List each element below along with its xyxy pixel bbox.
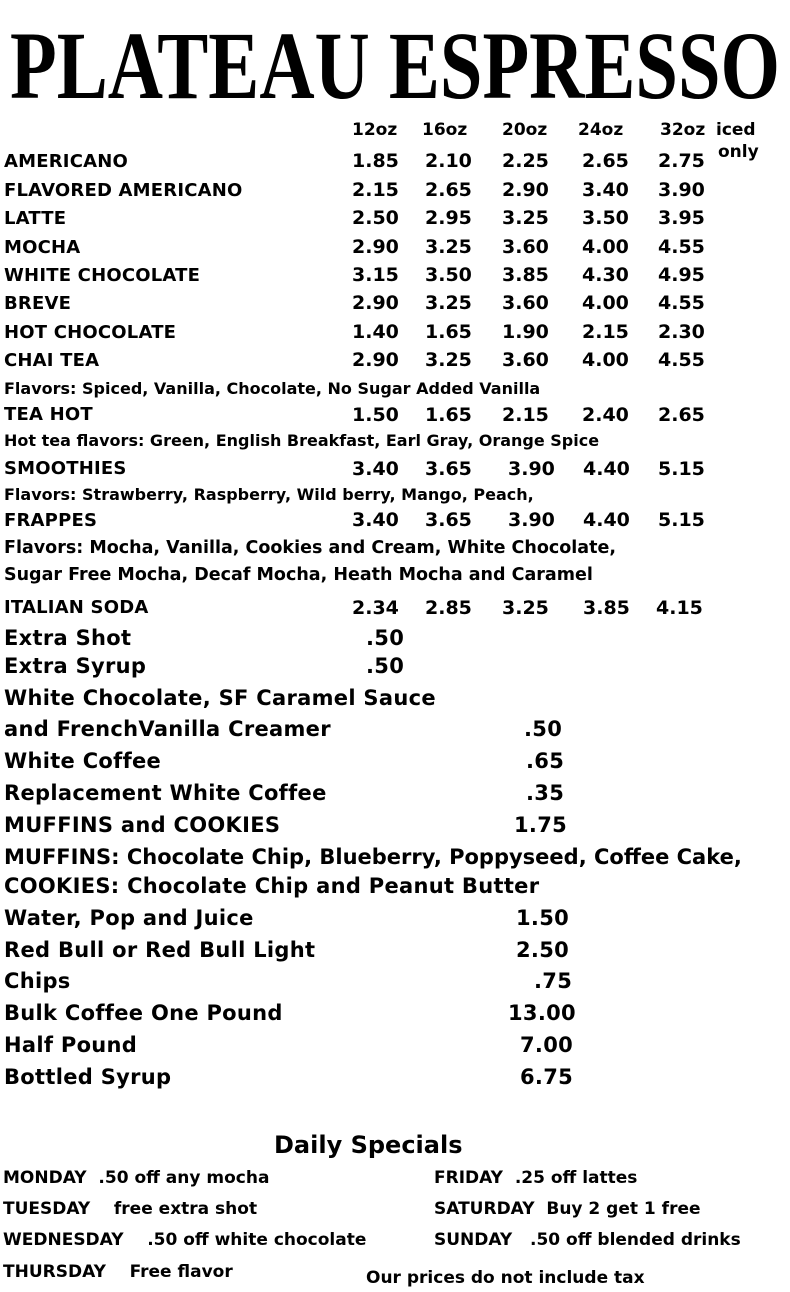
drink-price: 2.10 bbox=[425, 150, 472, 172]
drink-price: 3.50 bbox=[582, 207, 629, 229]
drink-price: 3.40 bbox=[582, 179, 629, 201]
drink-price: 2.90 bbox=[502, 179, 549, 201]
smoothies-price: 5.15 bbox=[658, 458, 705, 480]
drink-name: AMERICANO bbox=[4, 151, 129, 172]
menu-item-price: 1.75 bbox=[514, 813, 568, 837]
drink-price: 4.00 bbox=[582, 292, 629, 314]
menu-item-name: Half Pound bbox=[4, 1033, 138, 1057]
drink-name: MOCHA bbox=[4, 237, 81, 258]
drink-price: 3.85 bbox=[502, 264, 549, 286]
special-friday bbox=[434, 1170, 637, 1187]
drink-price: 3.25 bbox=[502, 207, 549, 229]
drink-name: LATTE bbox=[4, 208, 67, 229]
special-day: SATURDAY bbox=[434, 1199, 535, 1219]
special-deal: Buy 2 get 1 free bbox=[546, 1199, 701, 1219]
size-32oz: 32oz bbox=[660, 120, 706, 140]
menu-item-price: 2.50 bbox=[516, 938, 570, 962]
size-note-only: only bbox=[718, 142, 759, 162]
drink-price: 4.95 bbox=[658, 264, 705, 286]
menu-item-name: Water, Pop and Juice bbox=[4, 906, 254, 930]
muffins-flavors: MUFFINS: Chocolate Chip, Blueberry, Poppyseed, Coffee Cake, bbox=[4, 845, 742, 869]
italian-soda-price: 4.15 bbox=[656, 597, 703, 619]
special-day: WEDNESDAY bbox=[3, 1230, 124, 1250]
frappes-name: FRAPPES bbox=[4, 510, 98, 531]
menu-item-name: MUFFINS and COOKIES bbox=[4, 813, 281, 837]
menu-item-price: .50 bbox=[524, 717, 563, 741]
frappes-price: 3.90 bbox=[508, 509, 555, 531]
smoothies-price: 3.65 bbox=[425, 458, 472, 480]
drink-price: 3.25 bbox=[425, 236, 472, 258]
menu-item-name: Red Bull or Red Bull Light bbox=[4, 938, 316, 962]
smoothies-name: SMOOTHIES bbox=[4, 458, 127, 479]
special-saturday bbox=[434, 1201, 701, 1218]
drink-name: HOT CHOCOLATE bbox=[4, 322, 177, 343]
drink-price: 3.25 bbox=[425, 349, 472, 371]
special-tuesday bbox=[3, 1201, 257, 1218]
drink-price: 3.60 bbox=[502, 236, 549, 258]
drink-price: 1.65 bbox=[425, 321, 472, 343]
special-day: MONDAY bbox=[3, 1168, 87, 1188]
drink-price: 2.65 bbox=[582, 150, 629, 172]
frappes-price: 4.40 bbox=[583, 509, 630, 531]
creamer-line: White Chocolate, SF Caramel Sauce bbox=[4, 686, 436, 710]
special-sunday bbox=[434, 1232, 741, 1249]
drink-price: 2.75 bbox=[658, 150, 705, 172]
special-wednesday bbox=[3, 1232, 366, 1249]
menu-item-name: and FrenchVanilla Creamer bbox=[4, 717, 331, 741]
special-deal: .50 off white chocolate bbox=[147, 1230, 367, 1250]
size-24oz: 24oz bbox=[578, 120, 624, 140]
menu-item-price: .75 bbox=[534, 969, 573, 993]
drink-price: 2.15 bbox=[582, 321, 629, 343]
menu-item-price: 7.00 bbox=[520, 1033, 574, 1057]
drink-price: 2.25 bbox=[502, 150, 549, 172]
special-thursday bbox=[3, 1264, 233, 1281]
frappes-price: 5.15 bbox=[658, 509, 705, 531]
title-art bbox=[0, 0, 790, 120]
drink-price: 3.60 bbox=[502, 292, 549, 314]
special-monday bbox=[3, 1170, 269, 1187]
special-day: TUESDAY bbox=[3, 1199, 91, 1219]
special-day: FRIDAY bbox=[434, 1168, 503, 1188]
size-16oz: 16oz bbox=[422, 120, 468, 140]
drink-price: 4.00 bbox=[582, 236, 629, 258]
drink-name: FLAVORED AMERICANO bbox=[4, 180, 243, 201]
special-deal: .50 off any mocha bbox=[98, 1168, 270, 1188]
drink-price: 3.90 bbox=[658, 179, 705, 201]
size-20oz: 20oz bbox=[502, 120, 548, 140]
italian-soda-price: 3.85 bbox=[583, 597, 630, 619]
italian-soda-price: 2.34 bbox=[352, 597, 399, 619]
menu-item-price: 13.00 bbox=[508, 1001, 576, 1025]
drink-price: 2.90 bbox=[352, 292, 399, 314]
drink-price: 1.90 bbox=[502, 321, 549, 343]
specials-title: Daily Specials bbox=[274, 1131, 463, 1159]
drink-name: CHAI TEA bbox=[4, 350, 100, 371]
tea-flavors: Hot tea flavors: Green, English Breakfast, Earl Gray, Orange Spice bbox=[4, 431, 600, 450]
tea-hot-price: 2.15 bbox=[502, 404, 549, 426]
special-day: SUNDAY bbox=[434, 1230, 513, 1250]
extra-syrup-name: Extra Syrup bbox=[4, 654, 147, 678]
menu-item-price: 1.50 bbox=[516, 906, 570, 930]
extra-shot-name: Extra Shot bbox=[4, 626, 132, 650]
frappes-price: 3.65 bbox=[425, 509, 472, 531]
smoothies-price: 3.40 bbox=[352, 458, 399, 480]
drink-price: 1.40 bbox=[352, 321, 399, 343]
title-text: PLATEAU ESPRESSO bbox=[10, 12, 780, 119]
drink-price: 1.85 bbox=[352, 150, 399, 172]
drink-price: 3.95 bbox=[658, 207, 705, 229]
smoothies-price: 3.90 bbox=[508, 458, 555, 480]
chai-flavors: Flavors: Spiced, Vanilla, Chocolate, No Sugar Added Vanilla bbox=[4, 379, 541, 398]
drink-price: 2.65 bbox=[425, 179, 472, 201]
cookies-flavors: COOKIES: Chocolate Chip and Peanut Butter bbox=[4, 874, 540, 898]
special-deal: .25 off lattes bbox=[514, 1168, 638, 1188]
size-note-iced: iced bbox=[716, 120, 756, 140]
drink-price: 2.90 bbox=[352, 236, 399, 258]
drink-price: 4.55 bbox=[658, 349, 705, 371]
drink-name: WHITE CHOCOLATE bbox=[4, 265, 201, 286]
tax-note: Our prices do not include tax bbox=[366, 1268, 645, 1288]
frappe-flavors-1: Flavors: Mocha, Vanilla, Cookies and Cream, White Chocolate, bbox=[4, 538, 616, 558]
tea-hot-price: 1.50 bbox=[352, 404, 399, 426]
drink-price: 4.55 bbox=[658, 292, 705, 314]
tea-hot-name: TEA HOT bbox=[4, 404, 93, 425]
size-12oz: 12oz bbox=[352, 120, 398, 140]
drink-price: 2.30 bbox=[658, 321, 705, 343]
menu-item-price: .65 bbox=[526, 749, 565, 773]
drink-price: 4.30 bbox=[582, 264, 629, 286]
drink-price: 2.90 bbox=[352, 349, 399, 371]
drink-price: 4.00 bbox=[582, 349, 629, 371]
special-deal: free extra shot bbox=[113, 1199, 258, 1219]
menu-item-name: Bulk Coffee One Pound bbox=[4, 1001, 283, 1025]
menu-item-name: Chips bbox=[4, 969, 71, 993]
menu-item-price: 6.75 bbox=[520, 1065, 574, 1089]
drink-price: 2.15 bbox=[352, 179, 399, 201]
tea-hot-price: 1.65 bbox=[425, 404, 472, 426]
drink-price: 3.60 bbox=[502, 349, 549, 371]
smoothie-flavors: Flavors: Strawberry, Raspberry, Wild berry, Mango, Peach, bbox=[4, 485, 534, 504]
drink-price: 2.95 bbox=[425, 207, 472, 229]
drink-price: 3.50 bbox=[425, 264, 472, 286]
drink-price: 2.50 bbox=[352, 207, 399, 229]
frappe-flavors-2: Sugar Free Mocha, Decaf Mocha, Heath Mocha and Caramel bbox=[4, 565, 593, 585]
menu-item-price: .35 bbox=[526, 781, 565, 805]
italian-soda-price: 3.25 bbox=[502, 597, 549, 619]
extra-syrup-price: .50 bbox=[366, 654, 405, 678]
menu-item-name: Bottled Syrup bbox=[4, 1065, 172, 1089]
tea-hot-price: 2.40 bbox=[582, 404, 629, 426]
extra-shot-price: .50 bbox=[366, 626, 405, 650]
drink-price: 3.25 bbox=[425, 292, 472, 314]
italian-soda-price: 2.85 bbox=[425, 597, 472, 619]
menu-title bbox=[0, 0, 790, 120]
special-day: THURSDAY bbox=[3, 1262, 106, 1282]
special-deal: Free flavor bbox=[129, 1262, 233, 1282]
smoothies-price: 4.40 bbox=[583, 458, 630, 480]
drink-name: BREVE bbox=[4, 293, 72, 314]
italian-soda-name: ITALIAN SODA bbox=[4, 597, 149, 618]
tea-hot-price: 2.65 bbox=[658, 404, 705, 426]
drink-price: 3.15 bbox=[352, 264, 399, 286]
special-deal: .50 off blended drinks bbox=[530, 1230, 741, 1250]
frappes-price: 3.40 bbox=[352, 509, 399, 531]
drink-price: 4.55 bbox=[658, 236, 705, 258]
menu-item-name: White Coffee bbox=[4, 749, 162, 773]
menu-item-name: Replacement White Coffee bbox=[4, 781, 327, 805]
